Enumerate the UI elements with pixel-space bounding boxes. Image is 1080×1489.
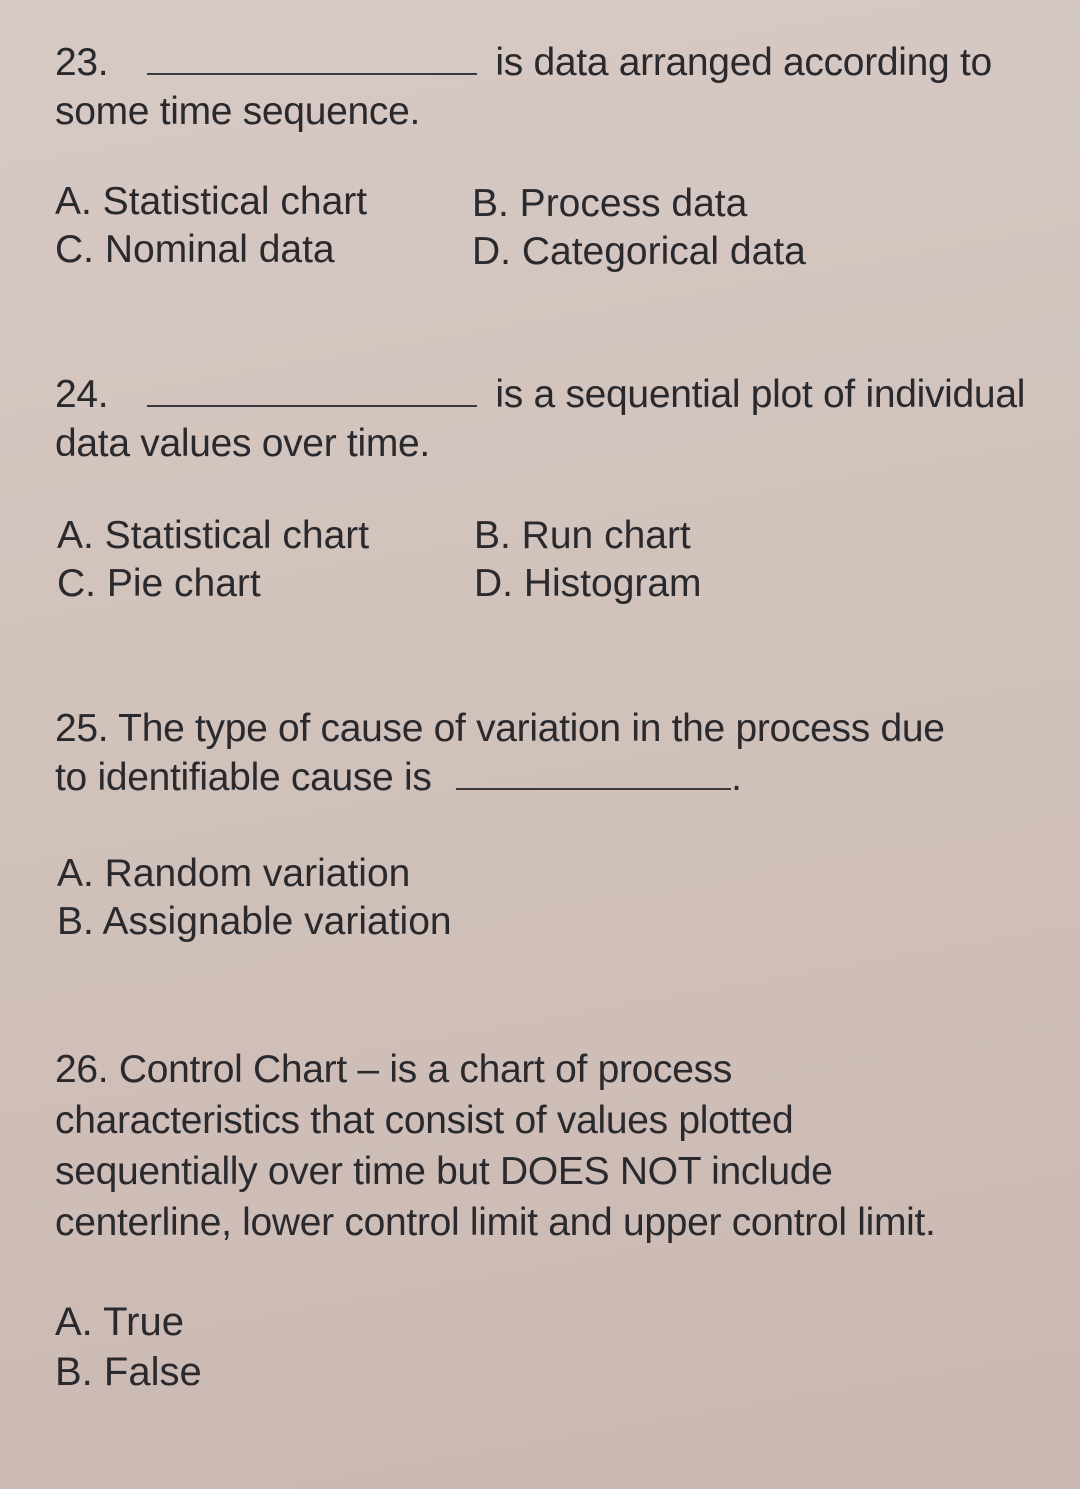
question-24-line1 [55,370,1025,419]
question-number: 25. [55,707,109,750]
question-23-line2: some time sequence. [55,90,420,133]
question-26-line2: characteristics that consist of values plotted [55,1099,794,1142]
option-a[interactable]: A. Statistical chart [57,514,370,557]
question-25 [55,704,945,802]
option-d[interactable]: D. Categorical data [472,230,806,273]
question-23 [55,38,992,136]
question-number: 26. [55,1048,109,1091]
option-a[interactable]: A. True [55,1300,184,1344]
question-stem: Control Chart – is a chart of process [118,1048,733,1091]
question-26-line1 [55,1044,936,1095]
question-26-line4: centerline, lower control limit and upper control limit. [55,1201,936,1244]
question-24 [55,370,1025,468]
question-26-line3: sequentially over time but DOES NOT include [55,1150,833,1193]
question-stem: The type of cause of variation in the process due [118,707,945,750]
question-stem: is a sequential plot of individual [495,373,1026,416]
option-c[interactable]: C. Pie chart [57,562,261,605]
question-stem: is data arranged according to [495,41,992,84]
question-25-line1 [55,704,945,753]
question-stem: to identifiable cause is [55,756,432,799]
answer-blank [147,72,477,75]
option-b[interactable]: B. False [55,1350,202,1394]
option-a[interactable]: A. Statistical chart [55,180,368,223]
question-24-line2: data values over time. [55,422,430,465]
answer-blank [456,787,731,790]
question-stem-end: . [731,756,742,799]
option-b[interactable]: B. Assignable variation [57,900,452,943]
question-number: 24. [55,373,109,416]
question-25-line2 [55,753,945,802]
option-b[interactable]: B. Process data [472,182,748,225]
question-number: 23. [55,41,109,84]
option-d[interactable]: D. Histogram [474,562,702,605]
option-b[interactable]: B. Run chart [474,514,691,557]
option-c[interactable]: C. Nominal data [55,228,335,271]
question-23-line1 [55,38,992,87]
question-26 [55,1044,936,1248]
answer-blank [147,404,477,407]
option-a[interactable]: A. Random variation [57,852,411,895]
